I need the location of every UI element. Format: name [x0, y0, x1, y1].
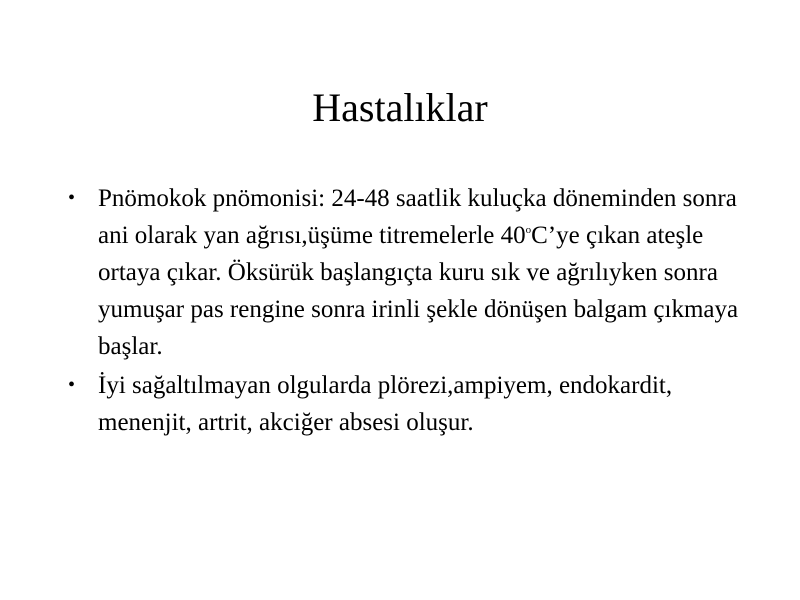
bullet-item [60, 367, 740, 441]
bullet-text-part: C’ye çıkan ateşle ortaya çıkar. Öksürük başlangıçta kuru sık ve ağrılıyken sonra yumuşar pas rengine sonra irinli şekle dönüşen balgam çıkmaya başlar. [98, 222, 739, 360]
degree-superscript: o [525, 224, 532, 236]
bullet-list [60, 180, 740, 443]
bullet-text-part: Pnömokok pnömonisi: 24-48 saatlik kuluçka döneminden sonra ani olarak yan ağrısı,üşüme titremelerle 40 [98, 185, 737, 249]
bullet-dot-icon: • [68, 187, 76, 209]
bullet-item [60, 180, 740, 365]
slide-title: Hastalıklar [312, 85, 488, 130]
bullet-dot-icon: • [68, 374, 76, 396]
bullet-text: İyi sağaltılmayan olgularda plörezi,ampiyem, endokardit, menenjit, artrit, akciğer absesi oluşur. [98, 372, 673, 436]
